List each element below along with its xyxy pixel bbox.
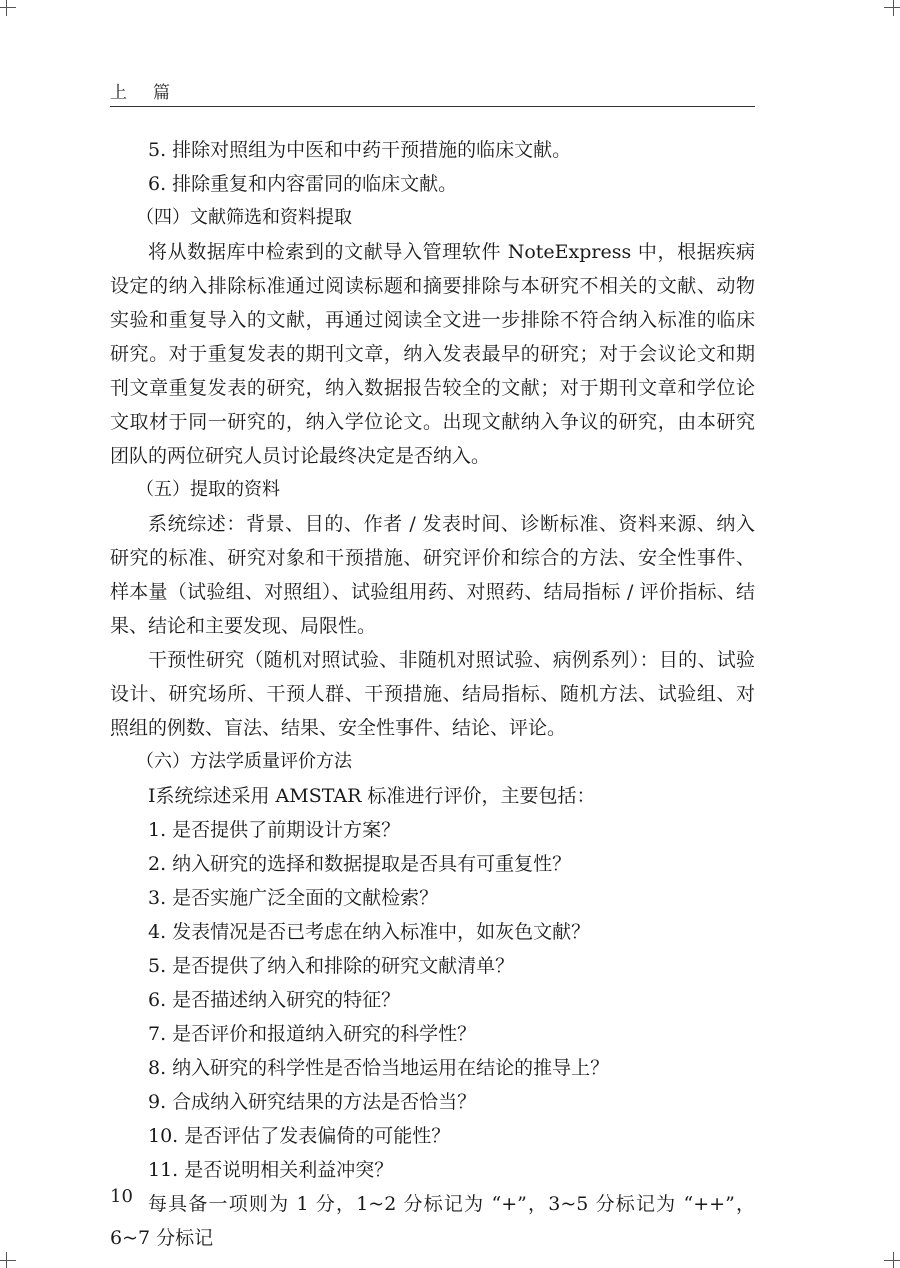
body-text	[110, 133, 755, 1255]
running-head-title: 上篇	[110, 83, 196, 103]
list-intro: Ⅰ系统综述采用 AMSTAR 标准进行评价，主要包括：	[148, 785, 596, 807]
crop-mark	[884, 7, 900, 8]
crop-mark	[0, 1260, 16, 1261]
list-item: 9. 合成纳入研究结果的方法是否恰当？	[148, 1091, 477, 1113]
paragraph: 系统综述：背景、目的、作者 / 发表时间、诊断标准、资料来源、纳入研究的标准、研究对象和干预措施、研究评价和综合的方法、安全性事件、样本量（试验组、对照组）、试验组用药、对照药、结局指标 / 评价指标、结果、结论和主要发现、局限性。	[110, 513, 755, 637]
crop-mark	[884, 1260, 900, 1261]
section-heading: （五）提取的资料	[136, 479, 280, 500]
paragraph: 干预性研究（随机对照试验、非随机对照试验、病例系列）：目的、试验设计、研究场所、干预人群、干预措施、结局指标、随机方法、试验组、对照组的例数、盲法、结果、安全性事件、结论、评论。	[110, 649, 755, 739]
paragraph: 将从数据库中检索到的文献导入管理软件 NoteExpress 中，根据疾病设定的纳入排除标准通过阅读标题和摘要排除与本研究不相关的文献、动物实验和重复导入的文献，再通过阅读全文进一步排除不符合纳入标准的临床研究。对于重复发表的期刊文章，纳入发表最早的研究；对于会议论文和期刊文章重复发表的研究，纳入数据报告较全的文献；对于期刊文章和学位论文取材于同一研究的，纳入学位论文。出现文献纳入争议的研究，由本研究团队的两位研究人员讨论最终决定是否纳入。	[110, 241, 755, 467]
running-head	[110, 74, 755, 107]
crop-mark	[0, 7, 16, 8]
list-item: 3. 是否实施广泛全面的文献检索？	[148, 887, 439, 909]
crop-mark	[6, 1252, 7, 1268]
paragraph: 每具备一项则为 1 分，1~2 分标记为 “+”，3~5 分标记为 “++”，6~7 分标记	[110, 1193, 755, 1249]
section-heading: （六）方法学质量评价方法	[136, 751, 352, 772]
list-item: 5. 是否提供了纳入和排除的研究文献清单？	[148, 955, 515, 977]
list-item: 6. 是否描述纳入研究的特征？	[148, 989, 401, 1011]
crop-mark	[6, 0, 7, 16]
section-heading: （四）文献筛选和资料提取	[136, 207, 352, 228]
list-item: 5. 排除对照组为中医和中药干预措施的临床文献。	[148, 139, 572, 161]
list-item: 4. 发表情况是否已考虑在纳入标准中，如灰色文献？	[148, 921, 591, 943]
page-number: 10	[110, 1186, 133, 1207]
list-item: 1. 是否提供了前期设计方案？	[148, 819, 401, 841]
list-item: 7. 是否评价和报道纳入研究的科学性？	[148, 1023, 477, 1045]
crop-mark	[893, 1252, 894, 1268]
list-item: 10. 是否评估了发表偏倚的可能性？	[148, 1125, 451, 1147]
crop-mark	[893, 0, 894, 16]
list-item: 8. 纳入研究的科学性是否恰当地运用在结论的推导上？	[148, 1057, 610, 1079]
list-item: 6. 排除重复和内容雷同的临床文献。	[148, 173, 458, 195]
list-item: 2. 纳入研究的选择和数据提取是否具有可重复性？	[148, 853, 572, 875]
list-item: 11. 是否说明相关利益冲突？	[148, 1159, 394, 1181]
